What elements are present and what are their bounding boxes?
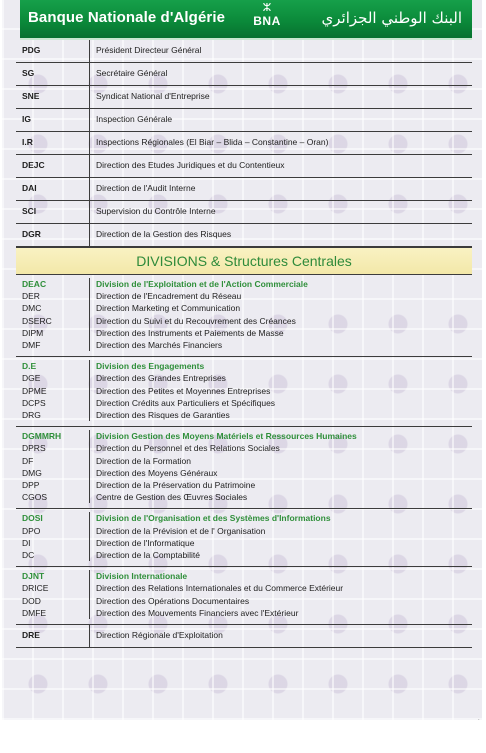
unit-code: DF (22, 455, 34, 466)
row-code: DRE (16, 625, 90, 647)
row-description: Syndicat National d'Entreprise (96, 91, 210, 101)
table-row (16, 625, 472, 648)
unit-code: DRG (22, 410, 41, 421)
unit-code: DPP (22, 480, 40, 491)
unit-description: Direction de la Préservation du Patrimoine (96, 480, 256, 491)
unit-code: DMF (22, 340, 41, 351)
division-name: Division de l'Exploitation et de l'Action Commerciale (96, 279, 308, 289)
row-description: Direction des Etudes Juridiques et du Contentieux (96, 160, 285, 170)
table-row (16, 86, 472, 109)
unit-description: Centre de Gestion des Œuvres Sociales (96, 492, 248, 503)
arabic-bank-name: البنك الوطني الجزائري (321, 9, 462, 27)
row-code: I.R (16, 132, 90, 154)
unit-code: DGE (22, 373, 41, 384)
row-description: Direction de la Gestion des Risques (96, 229, 232, 239)
unit-description: Direction de la Formation (96, 455, 191, 466)
unit-description: Direction des Marchés Financiers (96, 340, 223, 351)
division-name: Division de l'Organisation et des Systèmes d'Informations (96, 513, 331, 524)
unit-code: DPRS (22, 443, 46, 454)
row-code: DAI (16, 178, 90, 200)
corner-mark: . (478, 716, 480, 722)
unit-description: Direction des Mouvements Financiers avec l'Extérieur (96, 607, 299, 618)
row-description: Inspection Générale (96, 114, 173, 124)
unit-code: CGOS (22, 492, 48, 503)
division-name: Division Gestion des Moyens Matériels et Ressources Humaines (96, 431, 357, 442)
division-group-dgmmrh (16, 427, 472, 509)
row-code: DGR (16, 224, 90, 246)
row-code: IG (16, 109, 90, 131)
division-code: D.E (22, 361, 37, 372)
page-background (2, 0, 482, 720)
unit-code: DPME (22, 385, 47, 396)
bank-header (20, 0, 472, 40)
table-row (16, 63, 472, 86)
division-name: Division Internationale (96, 571, 188, 582)
unit-description: Direction Crédits aux Particuliers et Spécifiques (96, 397, 276, 408)
division-group-deac (16, 275, 472, 357)
logo-emblem-icon: ⵣ (262, 2, 272, 14)
division-code: DEAC (22, 279, 47, 289)
divisions-banner: DIVISIONS & Structures Centrales (16, 247, 472, 275)
division-code: DJNT (22, 571, 45, 582)
unit-code: DC (22, 550, 35, 561)
unit-description: Direction du Personnel et des Relations Sociales (96, 443, 280, 454)
unit-description: Direction des Opérations Documentaires (96, 595, 250, 606)
unit-description: Direction Marketing et Communication (96, 303, 241, 314)
unit-description: Direction de la Prévision et de l' Organisation (96, 525, 266, 536)
table-row (16, 132, 472, 155)
unit-code: DRICE (22, 583, 49, 594)
row-code: SNE (16, 86, 90, 108)
division-group-de (16, 357, 472, 427)
unit-description: Direction de l'Informatique (96, 537, 195, 548)
unit-code: DMG (22, 467, 42, 478)
unit-code: DCPS (22, 397, 46, 408)
unit-code: DPO (22, 525, 41, 536)
division-name: Division des Engagements (96, 361, 205, 372)
row-description: Président Directeur Général (96, 45, 202, 55)
row-description: Direction de l'Audit Interne (96, 183, 196, 193)
unit-code: DMC (22, 303, 42, 314)
division-code: DOSI (22, 513, 43, 524)
row-description: Inspections Régionales (El Biar – Blida – Constantine – Oran) (96, 137, 329, 147)
row-description: Secrétaire Général (96, 68, 168, 78)
unit-code: DER (22, 291, 40, 302)
table-row (16, 40, 472, 63)
table-row (16, 178, 472, 201)
bna-logo (253, 1, 281, 35)
unit-description: Direction des Risques de Garanties (96, 410, 230, 421)
division-group-dosi (16, 509, 472, 567)
unit-code: DIPM (22, 327, 44, 338)
table-row (16, 155, 472, 178)
unit-description: Direction des Moyens Généraux (96, 467, 218, 478)
unit-description: Direction de l'Encadrement du Réseau (96, 291, 242, 302)
row-description: Supervision du Contrôle Interne (96, 206, 216, 216)
logo-text: BNA (253, 14, 281, 28)
row-code: PDG (16, 40, 90, 62)
unit-code: DI (22, 537, 31, 548)
unit-description: Direction des Petites et Moyennes Entreprises (96, 385, 271, 396)
unit-description: Direction des Relations Internationales et du Commerce Extérieur (96, 583, 344, 594)
row-code: DEJC (16, 155, 90, 177)
row-description: Direction Régionale d'Exploitation (96, 630, 223, 641)
organization-table (16, 40, 472, 648)
row-code: SCI (16, 201, 90, 223)
division-code: DGMMRH (22, 431, 62, 442)
row-code: SG (16, 63, 90, 85)
unit-code: DOD (22, 595, 41, 606)
unit-description: Direction de la Comptabilité (96, 550, 200, 561)
table-row (16, 201, 472, 224)
table-row (16, 109, 472, 132)
unit-description: Direction des Grandes Entreprises (96, 373, 226, 384)
division-group-djnt (16, 567, 472, 625)
bank-name: Banque Nationale d'Algérie (28, 9, 226, 26)
unit-code: DSERC (22, 315, 52, 326)
table-row (16, 224, 472, 247)
unit-code: DMFE (22, 607, 47, 618)
unit-description: Direction du Suivi et du Recouvrement des Créances (96, 315, 296, 326)
unit-description: Direction des Instruments et Paiements de Masse (96, 327, 284, 338)
